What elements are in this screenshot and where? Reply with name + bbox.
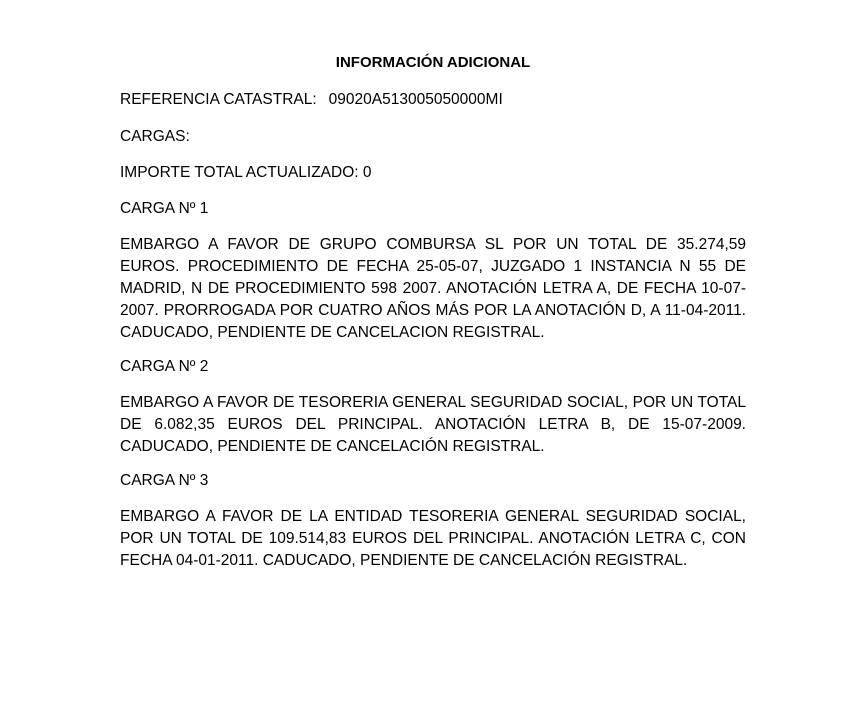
carga-2-heading: CARGA Nº 2 — [120, 358, 209, 375]
carga-1-heading: CARGA Nº 1 — [120, 200, 209, 217]
importe-total: IMPORTE TOTAL ACTUALIZADO: 0 — [120, 164, 372, 181]
carga-1-text: EMBARGO A FAVOR DE GRUPO COMBURSA SL POR UN TOTAL DE 35.274,59 EUROS. PROCEDIMIENTO DE FECHA 25-05-07, JUZGADO 1 INSTANCIA N 55 DE MADRID, N DE PROCEDIMIENTO 598 2007. ANOTACIÓN LETRA A, DE FECHA 10-07-2007. PRORROGADA POR CUATRO AÑOS MÁS POR LA ANOTACIÓN D, A 11-04-2011. CADUCADO, PENDIENTE DE CANCELACION REGISTRAL. — [120, 236, 746, 341]
carga-2-text: EMBARGO A FAVOR DE TESORERIA GENERAL SEGURIDAD SOCIAL, POR UN TOTAL DE 6.082,35 EUROS DEL PRINCIPAL. ANOTACIÓN LETRA B, DE 15-07-2009. CADUCADO, PENDIENTE DE CANCELACIÓN REGISTRAL. — [120, 394, 746, 455]
carga-3-text: EMBARGO A FAVOR DE LA ENTIDAD TESORERIA GENERAL SEGURIDAD SOCIAL, POR UN TOTAL DE 109.514,83 EUROS DEL PRINCIPAL. ANOTACIÓN LETRA C, CON FECHA 04-01-2011. CADUCADO, PENDIENTE DE CANCELACIÓN REGISTRAL. — [120, 508, 746, 569]
referencia-catastral-line — [120, 90, 746, 110]
referencia-catastral-value: 09020A513005050000MI — [328, 91, 503, 108]
document-title: INFORMACIÓN ADICIONAL — [335, 54, 531, 71]
cargas-label: CARGAS: — [120, 128, 190, 145]
referencia-catastral-label: REFERENCIA CATASTRAL: — [120, 91, 317, 108]
carga-3-heading: CARGA Nº 3 — [120, 472, 209, 489]
